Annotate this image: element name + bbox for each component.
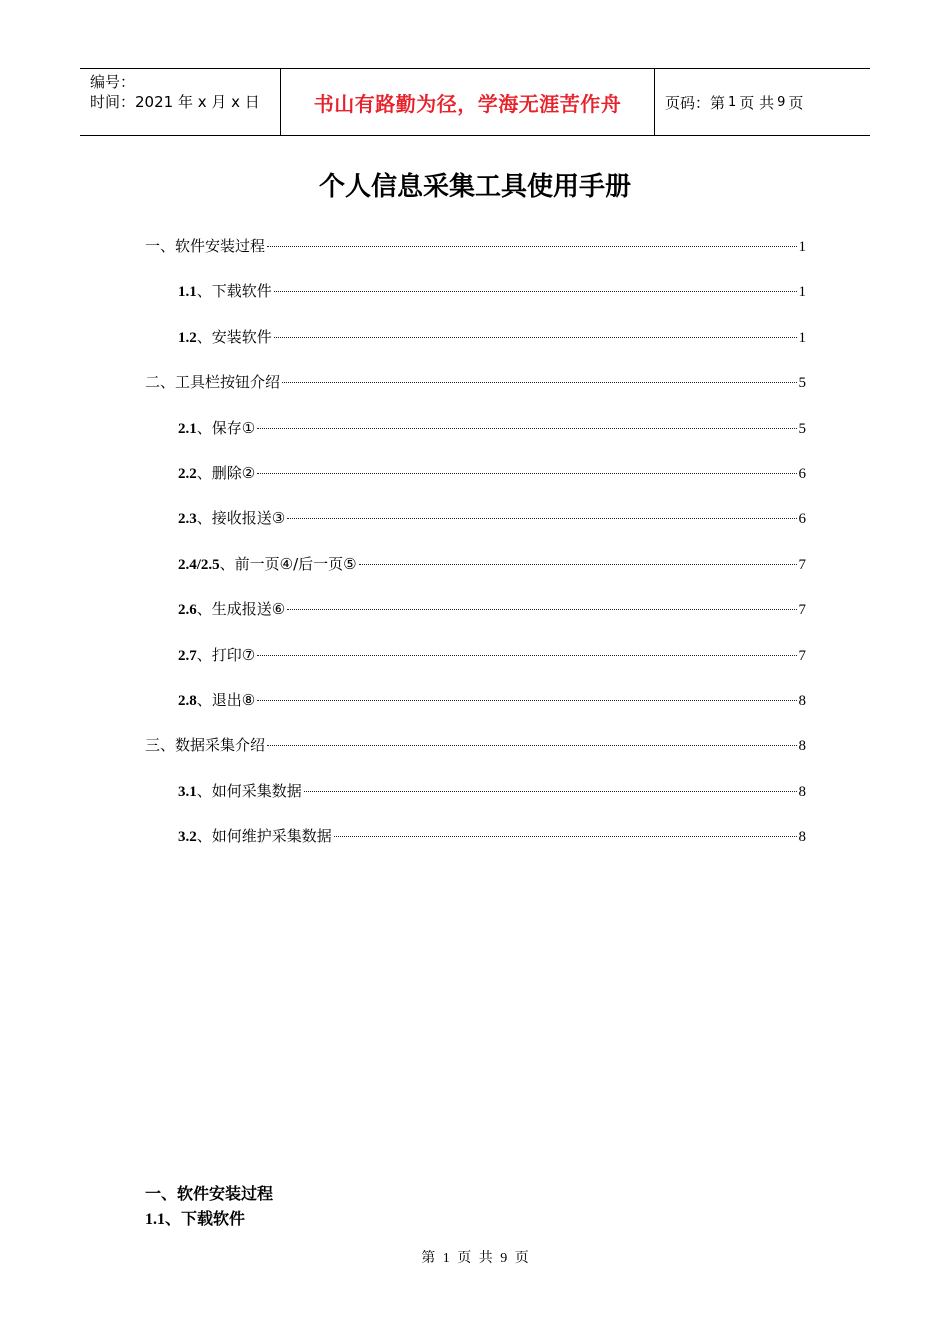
toc-dot-leader <box>257 655 796 656</box>
toc-dot-leader <box>274 337 797 338</box>
section-heading-1-1-number: 1.1 <box>145 1211 165 1228</box>
header-meta-cell <box>80 69 281 135</box>
toc-entry-number: 1.2 <box>178 330 197 346</box>
toc-dot-leader <box>359 564 797 565</box>
toc-entry-page: 8 <box>798 784 806 800</box>
toc-entry[interactable] <box>178 280 806 302</box>
toc-dot-leader <box>287 518 796 519</box>
toc-entry-page: 6 <box>798 466 806 482</box>
page-total: 9 <box>777 94 786 110</box>
header-page-cell <box>655 69 870 135</box>
toc-entry[interactable] <box>178 326 806 348</box>
toc-entry[interactable] <box>178 825 806 847</box>
toc-dot-leader <box>274 291 797 292</box>
toc-entry-title <box>178 780 302 803</box>
toc-entry[interactable] <box>178 598 806 620</box>
page-current: 1 <box>728 94 737 110</box>
toc-entry-title <box>178 689 255 712</box>
toc-entry-title <box>178 326 272 349</box>
toc-entry-number: 1.1 <box>178 284 197 300</box>
toc-entry-title <box>178 553 357 576</box>
toc-entry-title <box>178 644 255 667</box>
toc-entry-number: 3.2 <box>178 829 197 845</box>
page-mid: 页 共 <box>739 93 775 112</box>
toc-entry-title <box>145 235 265 257</box>
toc-entry-text: 、接收报送③ <box>196 509 286 527</box>
toc-entry-text: 、打印⑦ <box>196 646 256 664</box>
toc-entry-page: 8 <box>798 693 806 709</box>
toc-dot-leader <box>267 246 796 247</box>
toc-entry[interactable] <box>145 235 806 257</box>
toc-entry-text: 二、工具栏按钮介绍 <box>145 373 281 391</box>
toc-entry-page: 7 <box>798 602 806 618</box>
section-heading-1 <box>145 1181 273 1204</box>
toc-entry-number: 2.1 <box>178 421 197 437</box>
toc-entry-text: 、删除② <box>196 464 256 482</box>
toc-entry-page: 8 <box>798 738 806 754</box>
toc-entry-title <box>145 734 265 756</box>
toc-entry-text: 、前一页④/后一页⑤ <box>219 555 357 573</box>
page-prefix: 页码：第 <box>665 93 726 112</box>
toc-entry-number: 2.8 <box>178 693 197 709</box>
toc-entry-text: 、安装软件 <box>196 328 272 346</box>
toc-entry-number: 2.3 <box>178 511 197 527</box>
toc-entry[interactable] <box>178 553 806 575</box>
toc-entry[interactable] <box>178 780 806 802</box>
toc-entry-title <box>178 598 285 621</box>
toc-entry-page: 7 <box>798 648 806 664</box>
toc-entry[interactable] <box>178 417 806 439</box>
toc-dot-leader <box>257 473 796 474</box>
toc-dot-leader <box>257 428 796 429</box>
motto-text: 书山有路勤为径，学海无涯苦作舟 <box>313 91 622 116</box>
toc-dot-leader <box>334 836 797 837</box>
toc-entry-text: 一、软件安装过程 <box>145 237 266 255</box>
page-footer: 第 1 页 共 9 页 <box>421 1251 529 1266</box>
toc-entry-page: 5 <box>798 421 806 437</box>
toc-entry-text: 、如何维护采集数据 <box>196 827 332 845</box>
toc-entry[interactable] <box>145 371 806 393</box>
toc-entry-text: 、如何采集数据 <box>196 782 302 800</box>
toc-entry-number: 2.4/2.5 <box>178 557 220 573</box>
toc-entry-title <box>178 462 255 485</box>
toc-entry-page: 6 <box>798 511 806 527</box>
toc-dot-leader <box>287 609 796 610</box>
page-suffix: 页 <box>788 93 804 112</box>
toc-entry-page: 5 <box>798 375 806 391</box>
section-heading-1-1 <box>145 1206 245 1229</box>
toc-entry-number: 3.1 <box>178 784 197 800</box>
toc-entry-title <box>178 825 332 848</box>
toc-entry-title <box>178 507 285 530</box>
toc-entry[interactable] <box>178 462 806 484</box>
toc-entry[interactable] <box>178 689 806 711</box>
toc-entry-title <box>145 371 280 393</box>
toc-entry-page: 1 <box>798 330 806 346</box>
toc-entry-title <box>178 417 255 440</box>
section-heading-1-1-text: 、下载软件 <box>165 1209 246 1228</box>
toc-entry[interactable] <box>178 507 806 529</box>
toc-entry-text: 、保存① <box>196 419 256 437</box>
toc-entry-page: 7 <box>798 557 806 573</box>
toc-entry-page: 1 <box>798 239 806 255</box>
toc-entry-number: 2.2 <box>178 466 197 482</box>
toc-entry-number: 2.7 <box>178 648 197 664</box>
document-title: 个人信息采集工具使用手册 <box>318 172 631 202</box>
toc-entry-text: 三、数据采集介绍 <box>145 736 266 754</box>
document-header <box>80 68 870 136</box>
date-label: 时间：2021 年 x 月 x 日 <box>90 93 260 111</box>
toc-entry-text: 、生成报送⑥ <box>196 600 286 618</box>
toc-dot-leader <box>257 700 796 701</box>
toc-entry-text: 、退出⑧ <box>196 691 256 709</box>
toc-entry-text: 、下载软件 <box>196 282 272 300</box>
toc-dot-leader <box>282 382 796 383</box>
serial-number-label: 编号： <box>90 73 136 91</box>
toc-entry-page: 1 <box>798 284 806 300</box>
toc-entry[interactable] <box>145 734 806 756</box>
toc-dot-leader <box>267 745 796 746</box>
toc-entry-number: 2.6 <box>178 602 197 618</box>
toc-entry-title <box>178 280 272 303</box>
toc-entry-page: 8 <box>798 829 806 845</box>
toc-entry[interactable] <box>178 644 806 666</box>
header-motto-cell <box>281 69 655 135</box>
section-heading-1-text: 一、软件安装过程 <box>145 1184 274 1203</box>
toc-dot-leader <box>304 791 797 792</box>
